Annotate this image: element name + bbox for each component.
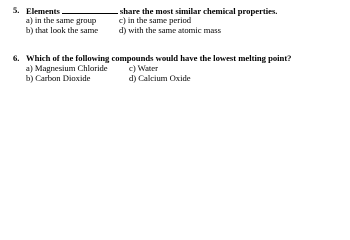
question-number: 5. (13, 5, 20, 15)
option-a: a) Magnesium Chloride (26, 63, 108, 73)
option-b: b) that look the same (26, 25, 99, 35)
option-b: b) Carbon Dioxide (26, 73, 91, 83)
stem-before-blank: Elements (26, 6, 60, 16)
question-stem: Which of the following compounds would have the lowest melting point? (26, 53, 292, 63)
option-a: a) in the same group (26, 15, 97, 25)
question-number: 6. (13, 53, 20, 63)
option-c: c) in the same period (119, 15, 192, 25)
option-d: d) with the same atomic mass (119, 25, 221, 35)
option-c: c) Water (129, 63, 158, 73)
stem-after-blank: share the most similar chemical properties. (119, 6, 278, 16)
option-d: d) Calcium Oxide (129, 73, 191, 83)
answer-blank (62, 5, 118, 14)
